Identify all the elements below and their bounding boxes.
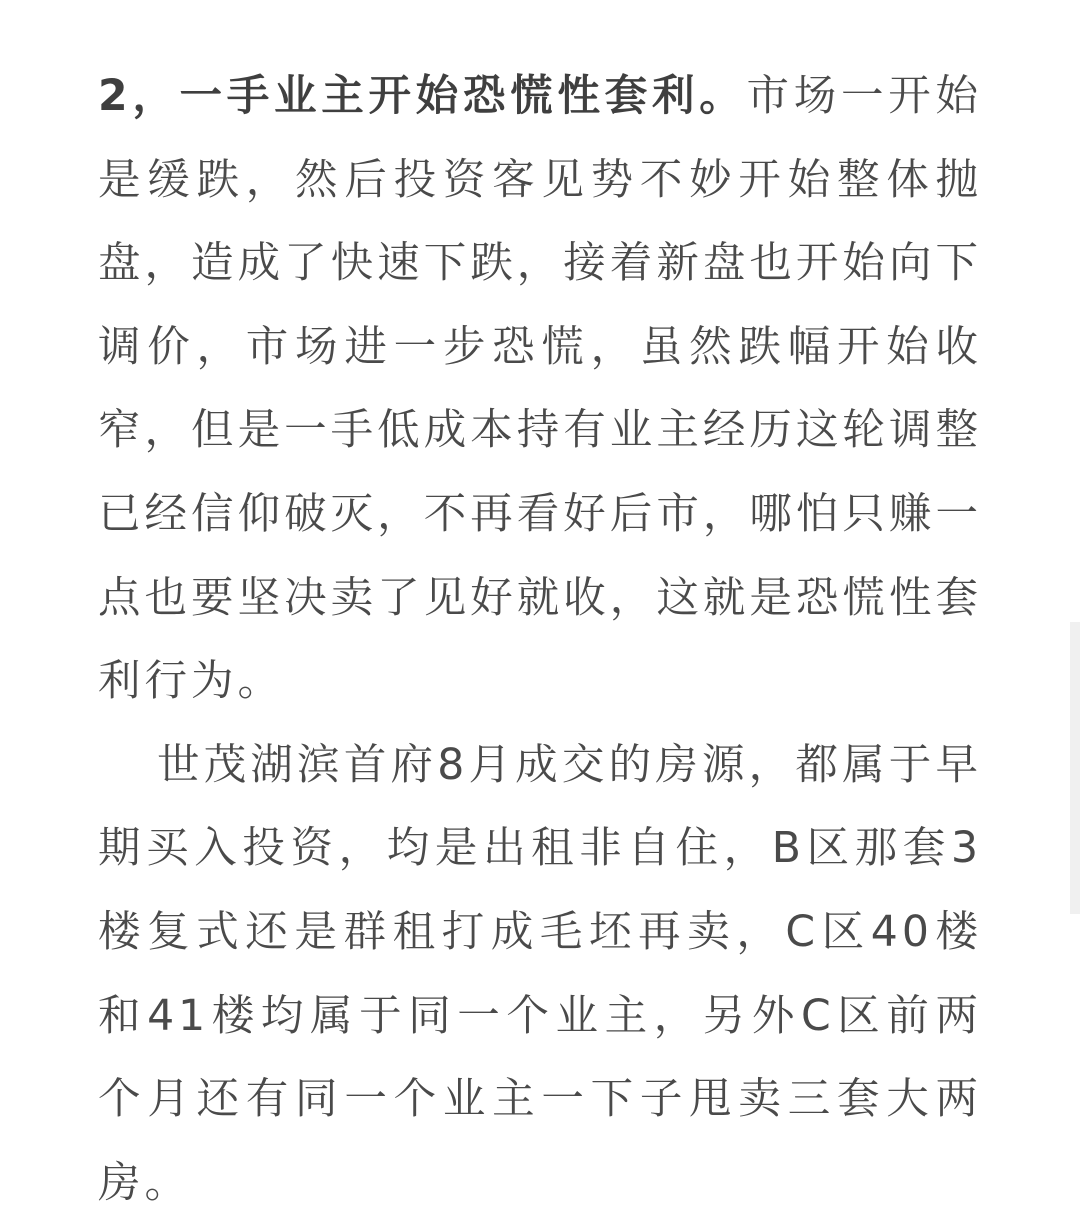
article-body bbox=[98, 55, 982, 1225]
paragraph-panic-arbitrage bbox=[98, 55, 982, 724]
paragraph-text: 世茂湖滨首府8月成交的房源，都属于早期买入投资，均是出租非自住，B区那套3楼复式还是群租打成毛坯再卖，C区40楼和41楼均属于同一个业主，另外C区前两个月还有同一个业主一下子甩卖三套大两房。 bbox=[98, 740, 982, 1208]
paragraph-lead-heading: 2，一手业主开始恐慌性套利。 bbox=[98, 72, 747, 121]
paragraph-transactions bbox=[98, 724, 982, 1225]
paragraph-text: 市场一开始是缓跌，然后投资客见势不妙开始整体抛盘，造成了快速下跌，接着新盘也开始向下调价，市场进一步恐慌，虽然跌幅开始收窄，但是一手低成本持有业主经历这轮调整已经信仰破灭，不再看好后市，哪怕只赚一点也要坚决卖了见好就收，这就是恐慌性套利行为。 bbox=[98, 72, 982, 707]
scrollbar[interactable] bbox=[1070, 622, 1080, 914]
